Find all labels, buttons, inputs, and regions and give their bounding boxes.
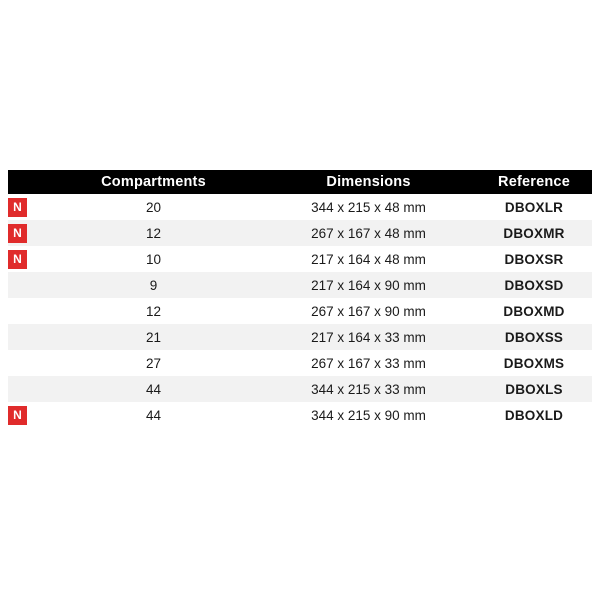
cell-reference: DBOXMD (503, 303, 565, 319)
table-row (8, 350, 592, 376)
table-row (8, 194, 592, 220)
cell-compartments: 27 (145, 355, 162, 371)
cell-reference: DBOXLR (504, 199, 564, 215)
cell-reference: DBOXMR (503, 225, 565, 241)
new-flag-cell (8, 298, 46, 324)
cell-dimensions: 267 x 167 x 33 mm (311, 355, 426, 371)
cell-reference: DBOXLD (504, 407, 564, 423)
new-flag-cell (8, 376, 46, 402)
cell-dimensions: 217 x 164 x 33 mm (311, 329, 426, 345)
table-header (8, 170, 592, 194)
new-flag-cell (8, 402, 46, 428)
cell-compartments: 20 (145, 199, 162, 215)
cell-dimensions: 217 x 164 x 48 mm (311, 251, 426, 267)
cell-compartments: 9 (149, 277, 158, 293)
table-row (8, 298, 592, 324)
new-flag-cell (8, 194, 46, 220)
cell-dimensions: 267 x 167 x 90 mm (311, 303, 426, 319)
new-badge-icon: N (8, 224, 27, 243)
cell-dimensions: 344 x 215 x 33 mm (311, 381, 426, 397)
new-badge-icon: N (8, 406, 27, 425)
product-spec-table (8, 170, 592, 428)
new-badge-icon: N (8, 198, 27, 217)
column-header-reference: Reference (498, 174, 570, 190)
cell-compartments: 12 (145, 225, 162, 241)
cell-dimensions: 344 x 215 x 48 mm (311, 199, 426, 215)
column-header-compartments: Compartments (101, 174, 206, 190)
table-row (8, 272, 592, 298)
table-row (8, 220, 592, 246)
new-flag-cell (8, 350, 46, 376)
cell-compartments: 12 (145, 303, 162, 319)
new-flag-cell (8, 272, 46, 298)
cell-dimensions: 344 x 215 x 90 mm (311, 407, 426, 423)
cell-dimensions: 267 x 167 x 48 mm (311, 225, 426, 241)
cell-compartments: 10 (145, 251, 162, 267)
table-row (8, 376, 592, 402)
cell-compartments: 44 (145, 407, 162, 423)
column-header-flag (8, 170, 46, 194)
new-flag-cell (8, 246, 46, 272)
cell-dimensions: 217 x 164 x 90 mm (311, 277, 426, 293)
cell-reference: DBOXSR (504, 251, 564, 267)
cell-reference: DBOXSS (504, 329, 564, 345)
table-row (8, 246, 592, 272)
spec-table-container (8, 170, 592, 428)
table-header-row (8, 170, 592, 194)
new-badge-icon: N (8, 250, 27, 269)
new-flag-cell (8, 324, 46, 350)
cell-reference: DBOXSD (504, 277, 564, 293)
cell-compartments: 44 (145, 381, 162, 397)
cell-compartments: 21 (145, 329, 162, 345)
new-flag-cell (8, 220, 46, 246)
table-row (8, 402, 592, 428)
cell-reference: DBOXMS (503, 355, 565, 371)
table-body (8, 194, 592, 428)
cell-reference: DBOXLS (505, 381, 563, 397)
column-header-dimensions: Dimensions (326, 174, 411, 190)
table-row (8, 324, 592, 350)
